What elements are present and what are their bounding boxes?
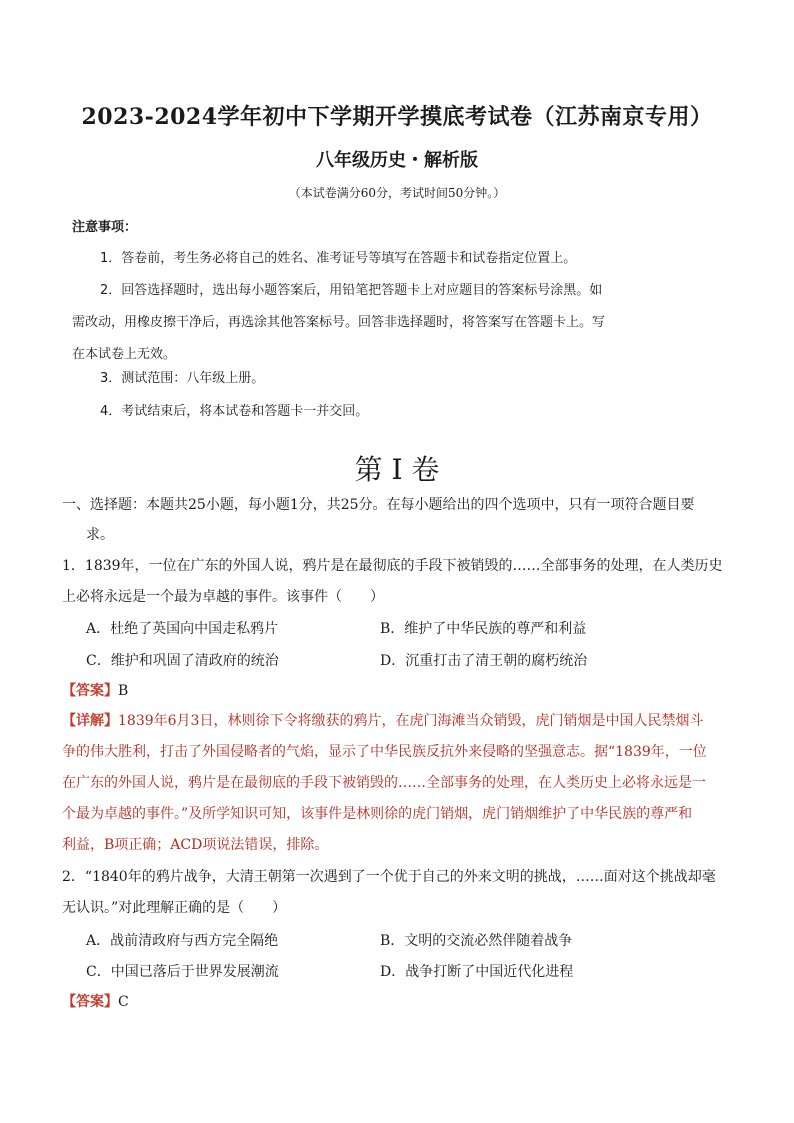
exam-note: （本试卷满分60分，考试时间50分钟。）: [288, 186, 506, 200]
notice-item: 2．回答选择题时，选出每小题答案后，用铅笔把答题卡上对应题目的答案标号涂黑。如: [100, 283, 603, 298]
notice-item: 4．考试结束后，将本试卷和答题卡一并交回。: [100, 404, 369, 419]
detail-line: 争的伟大胜利，打击了外国侵略者的气焰，显示了中华民族反抗外来侵略的坚强意志。据“1839年，一位: [62, 744, 707, 760]
question-1-option-a: A．杜绝了英国向中国走私鸦片: [86, 621, 279, 637]
question-2-stem-cont: 无认识。”对此理解正确的是（ ）: [62, 900, 287, 916]
question-1-option-c: C．维护和巩固了清政府的统治: [86, 653, 279, 669]
question-1-stem: 1．1839年，一位在广东的外国人说，鸦片是在最彻底的手段下被销毁的……全部事务的处理，在人类历史: [62, 558, 723, 574]
answer-tag: 【答案】: [62, 994, 118, 1010]
answer-tag: 【答案】: [62, 683, 118, 699]
question-2-option-c: C．中国已落后于世界发展潮流: [86, 964, 279, 980]
notice-item: 需改动，用橡皮擦干净后，再选涂其他答案标号。回答非选择题时，将答案写在答题卡上。写: [72, 315, 606, 330]
section-instruction-cont: 求。: [86, 527, 114, 543]
notice-item: 在本试卷上无效。: [72, 347, 177, 362]
notice-item: 1．答卷前，考生务必将自己的姓名、准考证号等填写在答题卡和试卷指定位置上。: [100, 251, 577, 266]
notice-item: 3．测试范围：八年级上册。: [100, 371, 265, 386]
question-2-option-b: B．文明的交流必然伴随着战争: [380, 933, 573, 949]
answer-value: C: [118, 994, 129, 1010]
notice-heading: 注意事项：: [72, 220, 138, 235]
question-1-detail: [62, 710, 703, 730]
exam-subtitle: 八年级历史・解析版: [316, 150, 478, 171]
detail-line: 利益，B项正确；ACD项说法错误，排除。: [62, 837, 329, 853]
question-1-stem-cont: 上必将永远是一个最为卓越的事件。该事件（ ）: [62, 589, 384, 605]
question-1-option-b: B．维护了中华民族的尊严和利益: [380, 621, 587, 637]
answer-value: B: [118, 683, 129, 699]
question-2-option-a: A．战前清政府与西方完全隔绝: [86, 933, 279, 949]
question-2-stem: 2．“1840年的鸦片战争，大清王朝第一次遇到了一个优于自己的外来文明的挑战，……面对这个挑战却毫: [62, 869, 716, 885]
detail-line: 个最为卓越的事件。”及所学知识可知，该事件是林则徐的虎门销烟，虎门销烟维护了中华民族的尊严和: [62, 806, 693, 822]
exam-title: 2023-2024学年初中下学期开学摸底考试卷（江苏南京专用）: [81, 104, 713, 130]
question-2-answer: [62, 991, 129, 1011]
question-1-option-d: D．沉重打击了清王朝的腐朽统治: [380, 653, 588, 669]
question-1-answer: [62, 680, 128, 700]
detail-line: 在广东的外国人说，鸦片是在最彻底的手段下被销毁的……全部事务的处理，在人类历史上必将永远是一: [62, 775, 706, 791]
section-instruction: 一、选择题：本题共25小题，每小题1分，共25分。在每小题给出的四个选项中，只有一项符合题目要: [62, 497, 695, 513]
detail-line: 1839年6月3日，林则徐下令将缴获的鸦片，在虎门海滩当众销毁，虎门销烟是中国人民禁烟斗: [118, 713, 704, 729]
volume-heading: 第 I 卷: [354, 453, 440, 486]
question-2-option-d: D．战争打断了中国近代化进程: [380, 964, 574, 980]
detail-tag: 【详解】: [62, 713, 118, 729]
